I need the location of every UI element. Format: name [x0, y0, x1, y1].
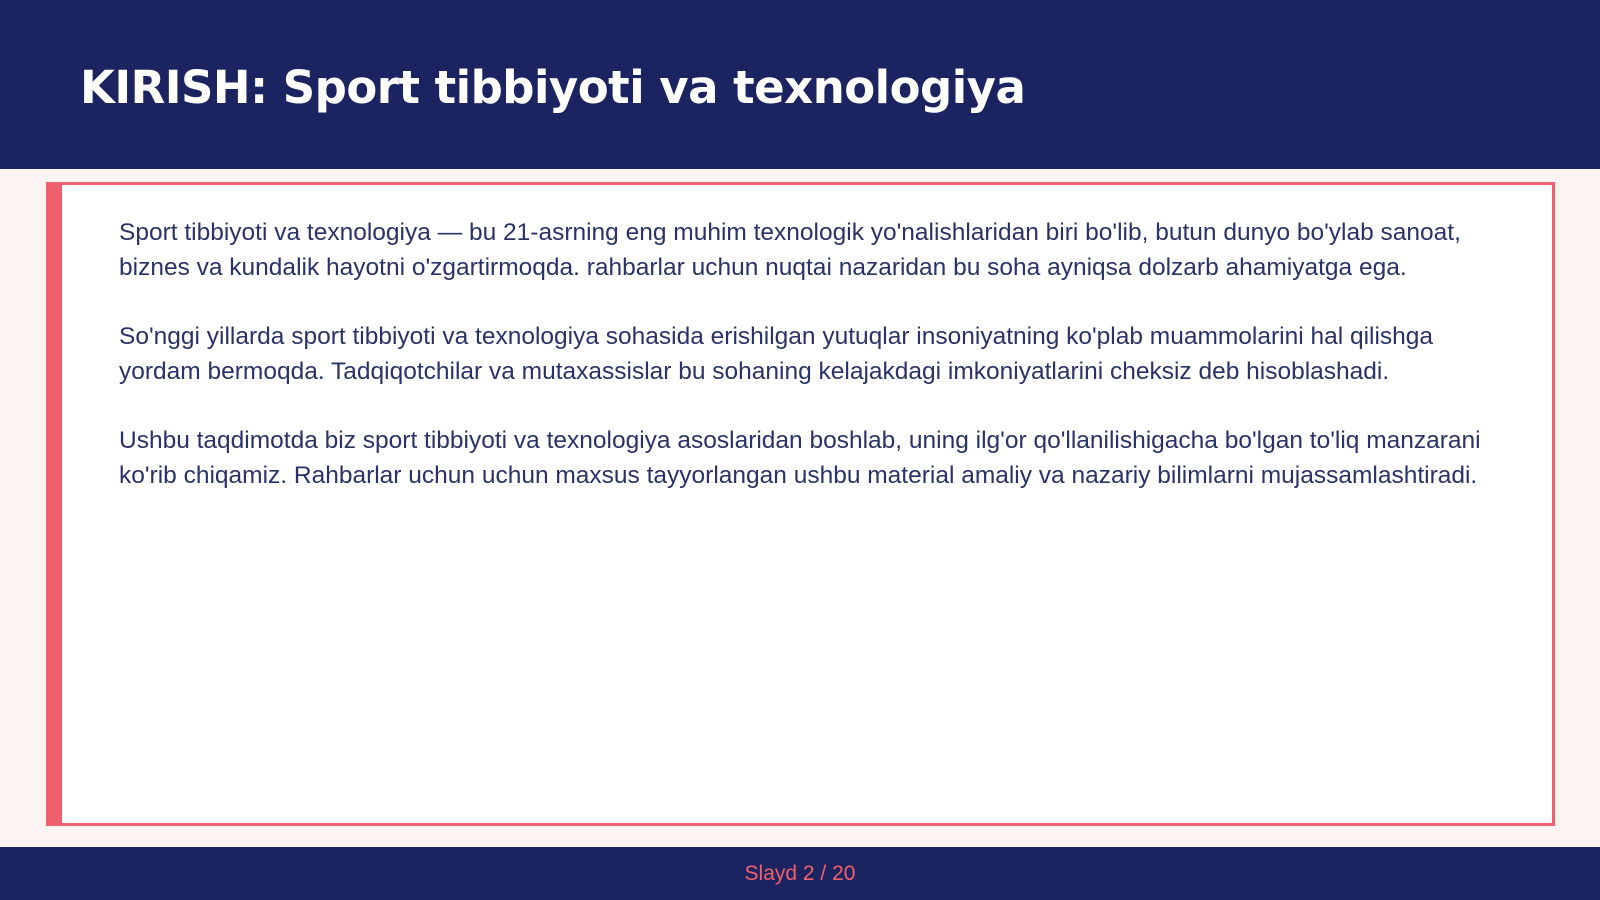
slide-footer — [0, 847, 1600, 900]
content-body — [119, 215, 1519, 527]
slide-header — [0, 0, 1600, 169]
content-card — [46, 182, 1555, 826]
paragraph-overview: Ushbu taqdimotda biz sport tibbiyoti va texnologiya asoslaridan boshlab, uning ilg'or qo'llanilishigacha bo'lgan to'liq manzarani ko'rib chiqamiz. Rahbarlar uchun uchun maxsus tayyorlangan ushbu material amaliy va nazariy bilimlarni mujassamlashtiradi. — [119, 427, 1481, 489]
slide-number: Slayd 2 / 20 — [744, 862, 856, 885]
paragraph-intro: Sport tibbiyoti va texnologiya — bu 21-asrning eng muhim texnologik yo'nalishlaridan biri bo'lib, butun dunyo bo'ylab sanoat, biznes va kundalik hayotni o'zgartirmoqda. rahbarlar uchun nuqtai nazaridan bu soha ayniqsa dolzarb ahamiyatga ega. — [119, 219, 1461, 281]
slide-title: KIRISH: Sport tibbiyoti va texnologiya — [80, 61, 1026, 114]
paragraph-achievements: So'nggi yillarda sport tibbiyoti va texnologiya sohasida erishilgan yutuqlar insoniyatning ko'plab muammolarini hal qilishga yordam bermoqda. Tadqiqotchilar va mutaxassislar bu sohaning kelajakdagi imkoniyatlarini cheksiz deb hisoblashadi. — [119, 323, 1434, 385]
